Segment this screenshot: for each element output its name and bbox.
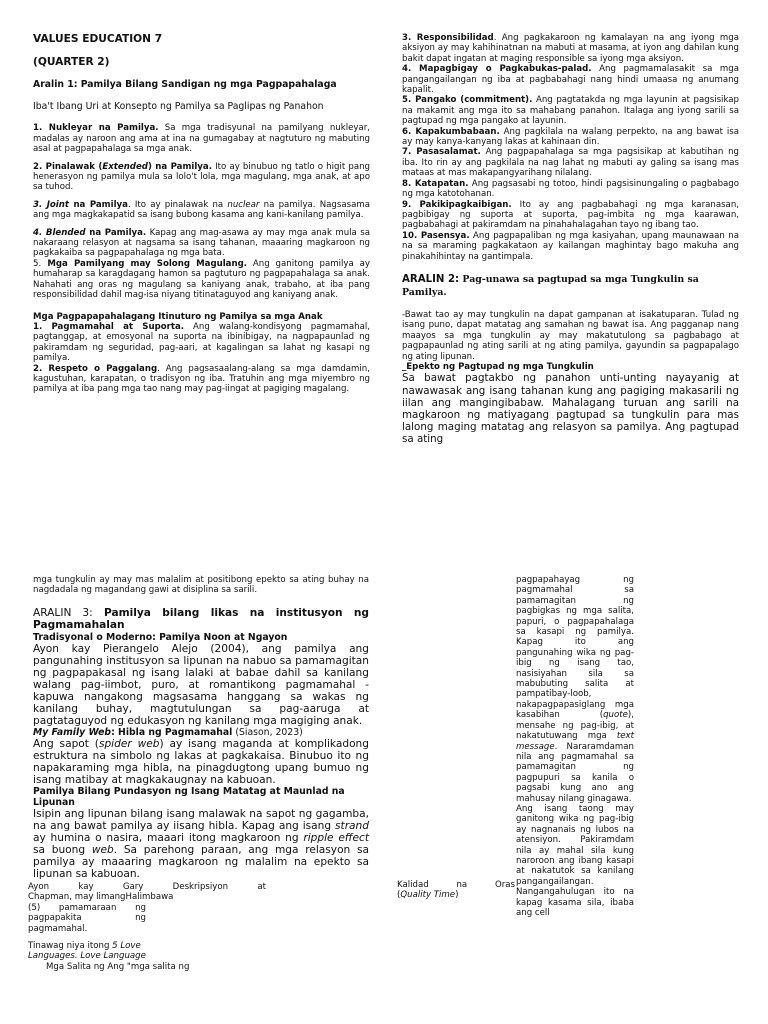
family-type-4: 4. Blended na Pamilya. Kapag ang mag-asawa ay may mga anak mula sa nakaraang relasyon at nagsama sa isang tahanan, maaaring magkaroon ng pagkakaiba sa pagpapahalaga ng mga bata. — [33, 227, 371, 259]
aralin3-para2: Ang sapot (spider web) ay isang maganda at komplikadong estruktura na simbolo ng lakas at pagkakaisa. Binubuo ito ng napakaraming mga hibla, na pinagdugtong upang bumuo ng isang matibay at magkakaugnay na kabuoan. — [33, 738, 369, 787]
chapman-block — [28, 882, 266, 972]
chapman-line5: pagmamahal. — [28, 923, 88, 934]
value-item-2: 2. Respeto o Paggalang. Ang pagsasaalang-alang sa mga damdamin, kagustuhan, karapatan, o tradisyon ng iba. Tratuhin ang mga miyembro ng pamilya at iba pang mga tao nang may pag-iingat at pagiging magalang. — [33, 363, 370, 395]
value-item-1: 1. Pagmamahal at Suporta. Ang walang-kondisyong pagmamahal, pagtanggap, at emosyonal na suporta na ibinibigay, na nagpapaunlad ng pakiramdam ng seguridad, pag-aari, at kagalingan sa lahat ng kasapi ng pamilya. — [33, 321, 370, 364]
values-heading: Mga Pagpapapahalagang Itinuturo ng Pamilya sa mga Anak — [33, 311, 323, 322]
subject-title: VALUES EDUCATION 7 — [33, 33, 163, 45]
aralin2-para1: -Bawat tao ay may tungkulin na dapat gampanan at isakatuparan. Tulad ng isang puno, dapat matatag ang samahan ng bawat isa. Ang pagganap nang maayos sa mga tungkulin ay may makatutulong sa pagbabago at pagpapaunlad ng ating sarili at ng ating pamilya, gayundin sa pagpapalago ng ating lipunan. — [402, 309, 739, 362]
chapman-line1: Ayon kay Gary Deskripsiyon at — [28, 882, 266, 892]
left-column-bottom — [33, 575, 369, 880]
aralin3-subheading: Tradisyonal o Moderno: Pamilya Noon at Ngayon — [33, 631, 288, 643]
lesson1-subtitle: Iba't Ibang Uri at Konsepto ng Pamilya sa Paglipas ng Panahon — [33, 101, 324, 113]
chapman-last-row: Mga Salita ng Ang "mga salita ng — [46, 961, 190, 972]
family-type-1: 1. Nukleyar na Pamilya. Sa mga tradisyunal na pamilyang nukleyar, madalas ay naroon ang ama at ina na gumagabay at nagtuturo ng mabuting asal at pagpapahalaga sa mga anak. — [33, 123, 370, 155]
quarter-label: (QUARTER 2) — [33, 56, 110, 68]
chapman-line4: pagpapakita ng — [28, 913, 146, 924]
words-column — [516, 575, 634, 918]
pundasyon-heading: Pamilya Bilang Pundasyon ng Isang Matatag at Maunlad na Lipunan — [33, 786, 345, 809]
value-item-7: 7. Pasasalamat. Ang pagpapahalaga sa mga pagsisikap at kabutihan ng iba. Ito rin ay ang pagkilala na nag lahat ng mabuti ay galing sa isang mas mataas at mas makapangyarihang nilalang. — [402, 147, 740, 179]
chapman-tinawag: Tinawag niya itong 5 Love Languages. Love Language — [28, 941, 146, 962]
chapman-line3: (5) pamamaraan ng — [28, 902, 146, 913]
value-item-6: 6. Kapakumbabaan. Ang pagkilala na walang perpekto, na ang bawat isa ay may kanya-kanyang lakas at kahinaan din. — [402, 126, 739, 148]
aralin3-title: ARALIN 3: Pamilya bilang likas na institusyon ng Pagmamahalan — [33, 606, 369, 632]
aralin3-para1: Ayon kay Pierangelo Alejo (2004), ang pamilya ang pangunahing institusyon sa lipunan na nabuo sa pamamagitan ng pagpapakasal ng isang lalaki at babae dahil sa kanilang walang pag-iimbot, puro, at romantikong pagmamahal - kapuwa nangakong magsasama hanggang sa wakas ng kanilang buhay, magtutulungan sa pag-aaruga at pagtataguyod ng edukasyon ng kanilang mga magiging anak. — [33, 642, 369, 727]
value-item-5: 5. Pangako (commitment). Ang pagtatakda ng mga layunin at pagsisikap na makamit ang mga ito sa mahabang panahon. Italaga ang iyong sarili sa pagtupad ng mga pangako at layunin. — [402, 95, 739, 127]
words-description: pagpapahayag ng pagmamahal sa pamamagitan ng pagbigkas ng mga salita, papuri, o pagpapahalaga sa kasapi ng pamilya. Kapag ito ang pangunahing wika ng pag-ibig ng isang tao, nasisiyahan sila sa mabubuting salita at pampatibay-loob, nakapagpapasiglang mga kasabihan (quote), mensahe ng pag-ibig, at nakatutuwang mga text message. Nararamdaman nila ang pagmamahal sa pamamagitan ng pagpupuri sa kanila o pagsabi kung ano ang mahusay nilang ginagawa. — [516, 575, 634, 804]
aralin2-continued: mga tungkulin ay may mas malalim at positibong epekto sa ating buhay na nagdadala ng magandang gawi at disiplina sa sarili. — [33, 575, 369, 596]
aralin2-para2: Sa bawat pagtakbo ng panahon unti-unting nayayanig at nawawasak ang isang tahanan kung ang pagiging makasarili ng iilan ang mangingibabaw. Mahalagang turuan ang sarili na magkaroon ng matiyagang pagtupad sa tungkulin para mas lalong maging matatag ang relasyon sa pamilya. Ang pagtupad sa ating — [402, 372, 739, 446]
family-web-heading: My Family Web: Hibla ng Pagmamahal (Siason, 2023) — [33, 726, 303, 738]
quality-time-label: Kalidad na Oras (Quality Time) — [397, 880, 515, 901]
left-column-top — [33, 33, 370, 395]
lesson1-title: Aralin 1: Pamilya Bilang Sandigan ng mga Pagpapahalaga — [33, 79, 337, 90]
family-type-3: 3. Joint na Pamilya. Ito ay pinalawak na nuclear na pamilya. Nagsasama ang mga magkakapatid sa isang bubong kasama ang kani-kanilang pamilya. — [33, 199, 371, 221]
epekto-heading: _Epekto ng Pagtupad ng mga Tungkulin — [402, 361, 594, 372]
family-type-5: 5. Mga Pamilyang may Solong Magulang. Ang ganitong pamilya ay humaharap sa karagdagang hamon sa pagtuturo ng pagpapahalaga sa anak. Nahahati ang oras ng magulang sa kaniyang anak, trabaho, at iba pang responsibilidad dahil mag-isa niyang titinataguyod ang kaniyang anak. — [33, 258, 370, 301]
family-type-2: 2. Pinalawak (Extended) na Pamilya. Ito ay binubuo ng tatlo o higit pang henerasyon ng pamilya mula sa lolo't lola, mga magulang, mga anak, at apo sa tuhod. — [33, 161, 370, 193]
quality-time-description: Ang isang taong may ganitong wika ng pag-ibig ay nagnanais ng lubos na atensiyon. Pakiramdam nila ay mahal sila kung naroroon ang ibang kasapi at nakatutok sa kanilang pangangailangan. Nangangahulugan ito na kapag kasama sila, ibaba ang cell — [516, 803, 634, 918]
aralin3-para3: Isipin ang lipunan bilang isang malawak na sapot ng gagamba, na ang bawat pamilya ay iisang hibla. Kapag ang isang strand ay humina o nasira, maaari itong magkaroon ng ripple effect sa buong web. Sa parehong paraan, ang mga relasyon sa pamilya ay maaaring magkaroon ng malalim na epekto sa lipunan sa kabuoan. — [33, 808, 369, 881]
value-item-4: 4. Mapagbigay o Pagkabukas-palad. Ang pagmamalasakit sa mga pangangailangan ng iba at pagbabahagi nang hindi umaasa ng anumang kapalit. — [402, 64, 739, 96]
value-item-3: 3. Responsibilidad. Ang pagkakaroon ng kamalayan na ang iyong mga aksiyon ay may kahihinatnan na mabuti at masama, at iyon ang dahilan kung bakit dapat ingatan at maging responsible sa iyong mga aksiyon. — [402, 33, 739, 64]
right-column-top — [402, 33, 739, 446]
value-item-9: 9. Pakikipagkaibigan. Ito ay ang pagbabahagi ng mga karanasan, pagbibigay ng suporta at suporta, pag-imbita ng mga kaarawan, pagbabahagi at pakiramdam na pinahahalagahan tayo ng ibang tao. — [402, 199, 740, 231]
value-item-10: 10. Pasensya. Ang pagpapaliban ng mga kasiyahan, upang maunawaan na na sa maraming pagkakataon ay kailangan maghintay bago makuha ang pinakahihintay na gantimpala. — [402, 230, 739, 262]
chapman-line2: Chapman, may limangHalimbawa — [28, 892, 174, 903]
value-item-8: 8. Katapatan. Ang pagsasabi ng totoo, hindi pagsisinungaling o pagbabago ng mga katotohanan. — [402, 178, 740, 200]
aralin2-title: ARALIN 2: Pag-unawa sa pagtupad sa mga Tungkulin sa Pamilya. — [402, 273, 699, 298]
